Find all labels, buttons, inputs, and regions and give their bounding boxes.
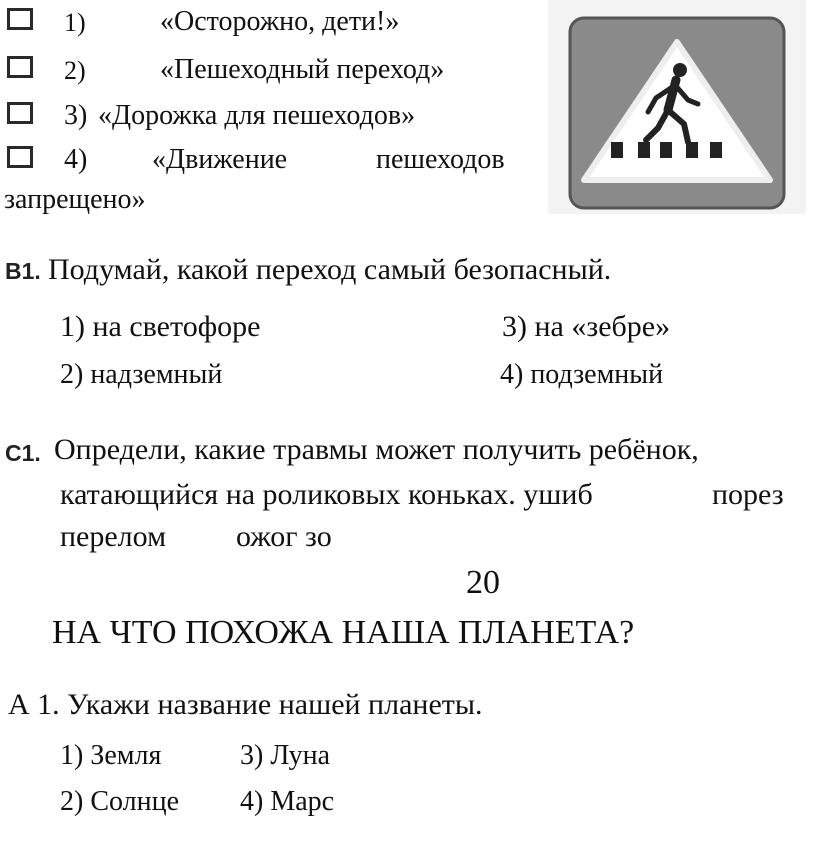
option-text-1: «Осторожно, дети!» — [160, 6, 400, 37]
b1-option-4: 4) подземный — [500, 359, 664, 390]
page-number: 20 — [466, 564, 500, 601]
question-text-c1-line2: катающийся на роликовых коньках. ушиб — [60, 478, 593, 511]
answer-word-cut: порез — [712, 478, 784, 511]
question-text-a1: А 1. Укажи название нашей планеты. — [8, 688, 483, 721]
question-label-c1: С1. — [5, 440, 41, 466]
option-text-2: «Пешеходный переход» — [160, 54, 445, 85]
option-text-4-part3: запрещено» — [4, 184, 146, 215]
a1-option-4: 4) Марс — [240, 786, 335, 817]
section-title: НА ЧТО ПОХОЖА НАША ПЛАНЕТА? — [52, 614, 635, 651]
question-text-c1-line1: Определи, какие травмы может получить ребёнок, — [54, 433, 699, 466]
answer-word-fracture: перелом — [60, 520, 167, 553]
a1-option-2: 2) Солнце — [60, 786, 179, 817]
option-number-1: 1) — [64, 8, 86, 37]
option-number-4: 4) — [64, 144, 88, 175]
b1-option-2: 2) надземный — [60, 359, 223, 390]
a1-option-1: 1) Земля — [60, 740, 162, 771]
option-text-4-part2: пешеходов — [376, 144, 505, 175]
answer-word-burn: ожог зо — [236, 520, 332, 553]
pedestrian-crossing-sign-icon — [548, 0, 806, 214]
answer-checkbox-1[interactable] — [7, 8, 33, 30]
b1-option-1: 1) на светофоре — [60, 310, 261, 343]
question-text-b1: Подумай, какой переход самый безопасный. — [48, 253, 612, 286]
option-number-3: 3) — [64, 100, 88, 131]
b1-option-3: 3) на «зебре» — [502, 310, 671, 343]
answer-checkbox-4[interactable] — [7, 146, 33, 168]
answer-checkbox-3[interactable] — [7, 102, 33, 124]
option-text-4-part1: «Движение — [152, 144, 288, 175]
question-label-b1: В1. — [5, 258, 41, 284]
option-number-2: 2) — [64, 56, 86, 85]
a1-option-3: 3) Луна — [240, 740, 331, 771]
answer-checkbox-2[interactable] — [7, 56, 33, 78]
option-text-3: «Дорожка для пешеходов» — [98, 100, 416, 131]
